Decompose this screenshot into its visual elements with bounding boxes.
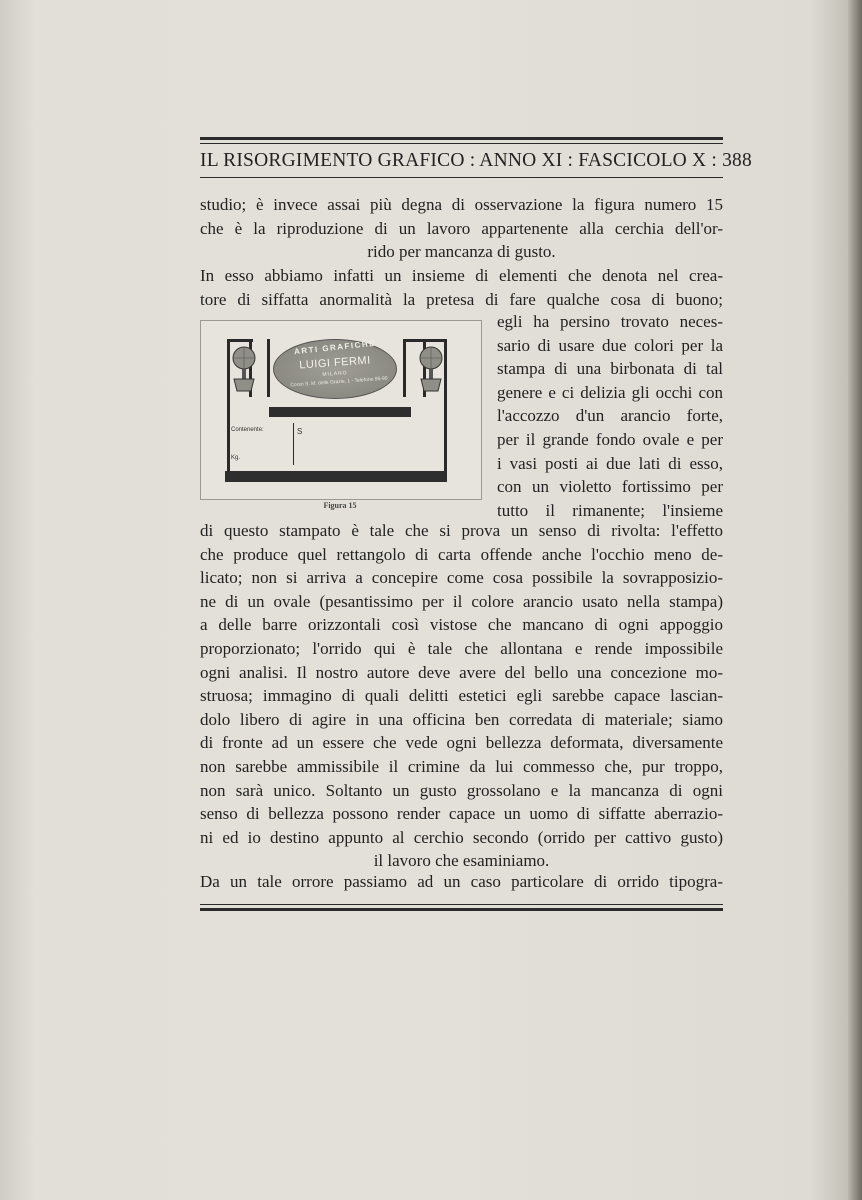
text-line: dolo libero di agire in una officina ben corredata di materiale; siamo [200,709,723,729]
text-line: tutto il rimanente; l'insieme [497,500,723,520]
header-top-rule [200,137,723,144]
text-line: con un violetto fortissimo per [497,477,723,497]
vase-left-icon [229,345,259,395]
text-line: a delle barre orizzontali così vistose che mancano di ogni appoggio [200,615,723,635]
text-line: di questo stampato è tale che si prova un senso di rivolta: l'effetto [200,521,723,540]
text-line: non sarà unico. Soltanto un gusto grossolano e la mancanza di ogni [200,780,723,800]
text-line: di fronte ad un essere che vede ogni bellezza deformata, diversamente [200,733,723,753]
text-line: non sarebbe ammissibile il crimine da lui commesso che, pur troppo, [200,756,723,776]
text-line: ne di un ovale (pesantissimo per il colore arancio usato nella stampa) [200,591,723,611]
figure-caption: Figura 15 [323,501,357,510]
text-line: i vasi posti ai due lati di esso, [497,453,723,473]
oval-text: LUIGI FERMI [298,354,372,372]
paragraph-2-top [200,264,723,311]
text-line: tore di siffatta anormalità la pretesa di fare qualche cosa di buono; [200,289,723,309]
text-line: In esso abbiamo infatti un insieme di elementi che denota nel crea- [200,266,723,285]
frame-bar [227,339,253,342]
text-line: sario di usare due colori per la [497,335,723,355]
paragraph-2-body [200,519,723,873]
frame-bar [267,339,270,397]
figure-15 [200,320,482,500]
label-s: S [297,427,303,436]
text-line: il lavoro che esaminiamo. [373,851,550,871]
text-line: stampa di una birbonata di tal [497,359,723,379]
frame-bar [293,423,294,465]
label-contenente: Contenente: [231,427,264,433]
paragraph-1 [200,193,723,264]
page-edge [848,0,862,1200]
text-line: che produce quel rettangolo di carta offende anche l'occhio meno de- [200,544,723,564]
text-line: senso di bellezza possono render capace un uomo di siffatte aberrazio- [200,804,723,824]
oval-text: ARTI GRAFICHE [293,338,377,357]
footer-rule [200,904,723,911]
label-kg: Kg. [231,455,241,461]
oval-text: Corso S. M. delle Grazie, 1 - Telefono 96-90 [290,375,388,389]
paragraph-3 [200,870,723,894]
frame-bar [403,339,447,342]
text-line: ni ed io destino appunto al cerchio secondo (orrido per cattivo gusto) [200,827,723,847]
text-line: l'accozzo d'un arancio forte, [497,406,723,426]
text-line: studio; è invece assai più degna di osservazione la figura numero 15 [200,195,723,214]
text-line: per il grande fondo ovale e per [497,429,723,449]
text-line: rido per mancanza di gusto. [367,242,556,262]
text-line: ogni analisi. Il nostro autore deve avere del bello una concezione mo- [200,662,723,682]
text-line: egli ha persino trovato neces- [497,312,723,331]
header-bottom-rule [200,177,723,178]
text-line: struosa; immagino di quali delitti estetici egli sarebbe capace lascian- [200,686,723,706]
frame-bar [403,339,406,397]
text-line: che è la riproduzione di un lavoro appartenente alla cerchia dell'or- [200,218,723,238]
paragraph-2-side [497,310,723,522]
text-line: Da un tale orrore passiamo ad un caso particolare di orrido tipogra- [200,872,723,891]
text-line: genere e ci delizia gli occhi con [497,382,723,402]
oval-text: MILANO [322,370,348,378]
horizontal-band [269,407,411,417]
text-line: proporzionato; l'orrido qui è tale che allontana e rende impossibile [200,638,723,658]
horizontal-band [225,471,447,482]
running-header: IL RISORGIMENTO GRAFICO : ANNO XI : FASCICOLO X : 388 [200,150,752,171]
vase-right-icon [416,345,446,395]
text-line: licato; non si arriva a concepire come cosa possibile la sovrapposizio- [200,568,723,588]
